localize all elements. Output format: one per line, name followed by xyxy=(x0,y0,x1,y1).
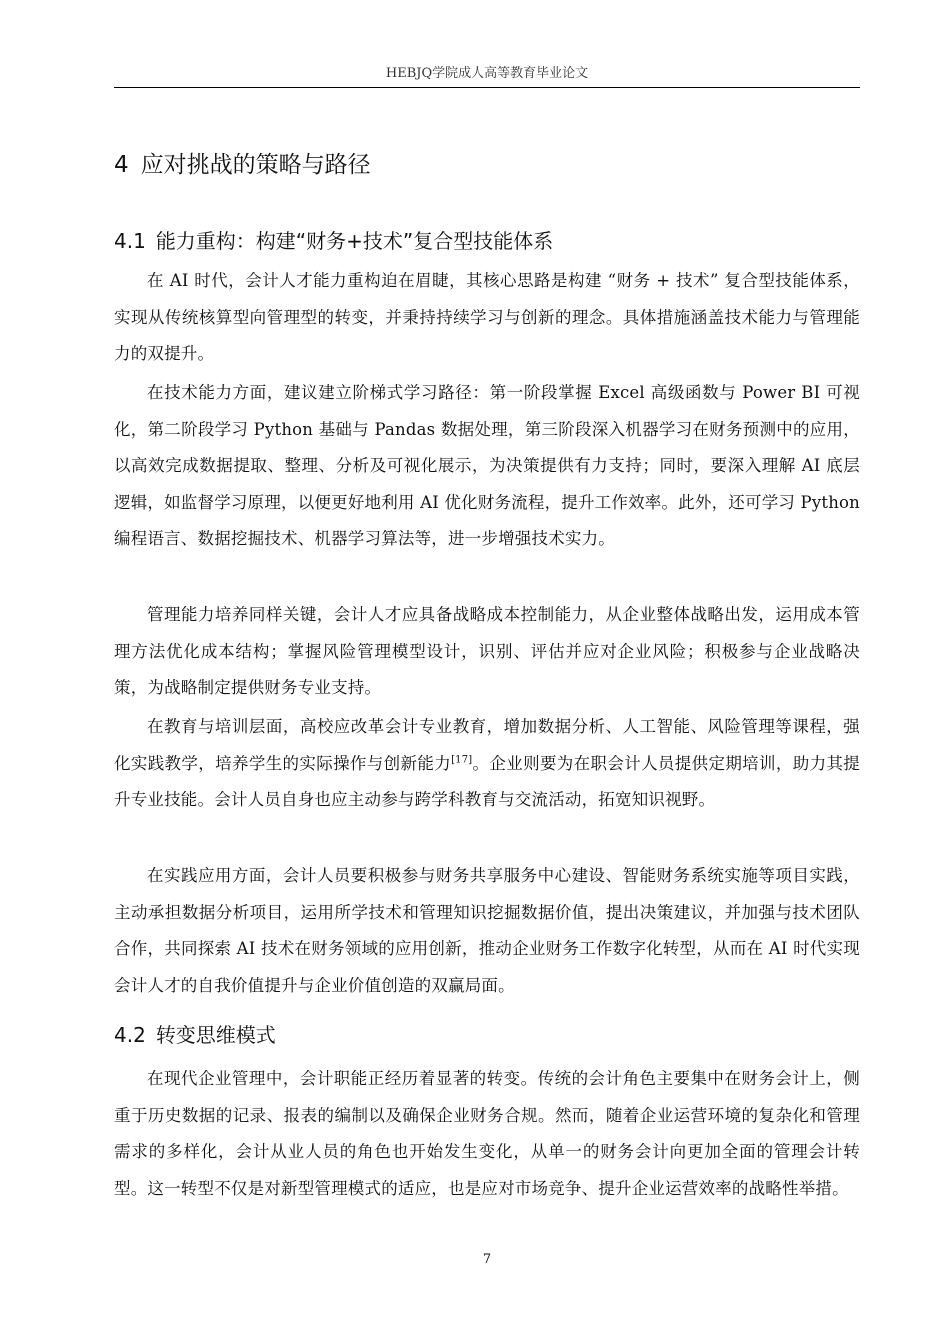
section-title: 应对挑战的策略与路径 xyxy=(140,152,371,178)
subsection-heading-4-2 xyxy=(114,1019,276,1048)
paragraph-practice-application: 在实践应用方面，会计人员要积极参与财务共享服务中心建设、智能财务系统实施等项目实践，主动承担数据分析项目，运用所学技术和管理知识挖掘数据价值，提出决策建议，并加强与技术团队合作，共同探索 AI 技术在财务领域的应用创新，推动企业财务工作数字化转型，从而在 AI 时代实现会计人才的自我价值提升与企业价值创造的双赢局面。 xyxy=(114,866,860,995)
paragraph-ability-reconstruction: 在 AI 时代，会计人才能力重构迫在眉睫，其核心思路是构建 “财务 + 技术” 复合型技能体系，实现从传统核算型向管理型的转变，并秉持持续学习与创新的理念。具体措施涵盖技术能力与管理能力的双提升。 xyxy=(114,271,860,364)
subsection-heading-4-1 xyxy=(114,225,553,254)
header-divider xyxy=(114,87,860,88)
paragraph-text: 在教育与培训层面，高校应改革会计专业教育，增加数据分析、人工智能、风险管理等课程，强化实践教学，培养学生的实际操作与创新能力 xyxy=(114,717,860,773)
subsection-number: 4.2 xyxy=(114,1023,146,1047)
paragraph-management-ability: 管理能力培养同样关键，会计人才应具备战略成本控制能力，从企业整体战略出发，运用成本管理方法优化成本结构；掌握风险管理模型设计，识别、评估并应对企业风险；积极参与企业战略决策，为战略制定提供财务专业支持。 xyxy=(114,605,860,698)
citation: [17] xyxy=(451,754,473,766)
section-number: 4 xyxy=(114,152,129,178)
paragraph-technical-ability: 在技术能力方面，建议建立阶梯式学习路径：第一阶段掌握 Excel 高级函数与 Power BI 可视化，第二阶段学习 Python 基础与 Pandas 数据处理，第三阶段深入机器学习在财务预测中的应用，以高效完成数据提取、整理、分析及可视化展示，为决策提供有力支持；同时，要深入理解 AI 底层逻辑，如监督学习原理，以便更好地利用 AI 优化财务流程，提升工作效率。此外，还可学习 Python 编程语言、数据挖掘技术、机器学习算法等，进一步增强技术实力。 xyxy=(114,383,860,549)
running-header: HEBJQ学院成人高等教育毕业论文 xyxy=(385,66,589,81)
paragraph-education-training xyxy=(114,709,860,819)
section-heading xyxy=(114,146,371,179)
paragraph-thinking-mode: 在现代企业管理中，会计职能正经历着显著的转变。传统的会计角色主要集中在财务会计上，侧重于历史数据的记录、报表的编制以及确保企业财务合规。然而，随着企业运营环境的复杂化和管理需求的多样化，会计从业人员的角色也开始发生变化，从单一的财务会计向更加全面的管理会计转型。这一转型不仅是对新型管理模式的适应，也是应对市场竞争、提升企业运营效率的战略性举措。 xyxy=(114,1069,860,1198)
subsection-number: 4.1 xyxy=(114,229,146,253)
subsection-title: 转变思维模式 xyxy=(155,1023,276,1047)
paragraph-text: 。企业则要为在职会计人员提供定期培训，助力其提升专业技能。会计人员自身也应主动参与跨学科教育与交流活动，拓宽知识视野。 xyxy=(114,753,861,810)
subsection-title: 能力重构：构建“财务+技术”复合型技能体系 xyxy=(155,229,554,253)
page-number: 7 xyxy=(482,1252,492,1267)
